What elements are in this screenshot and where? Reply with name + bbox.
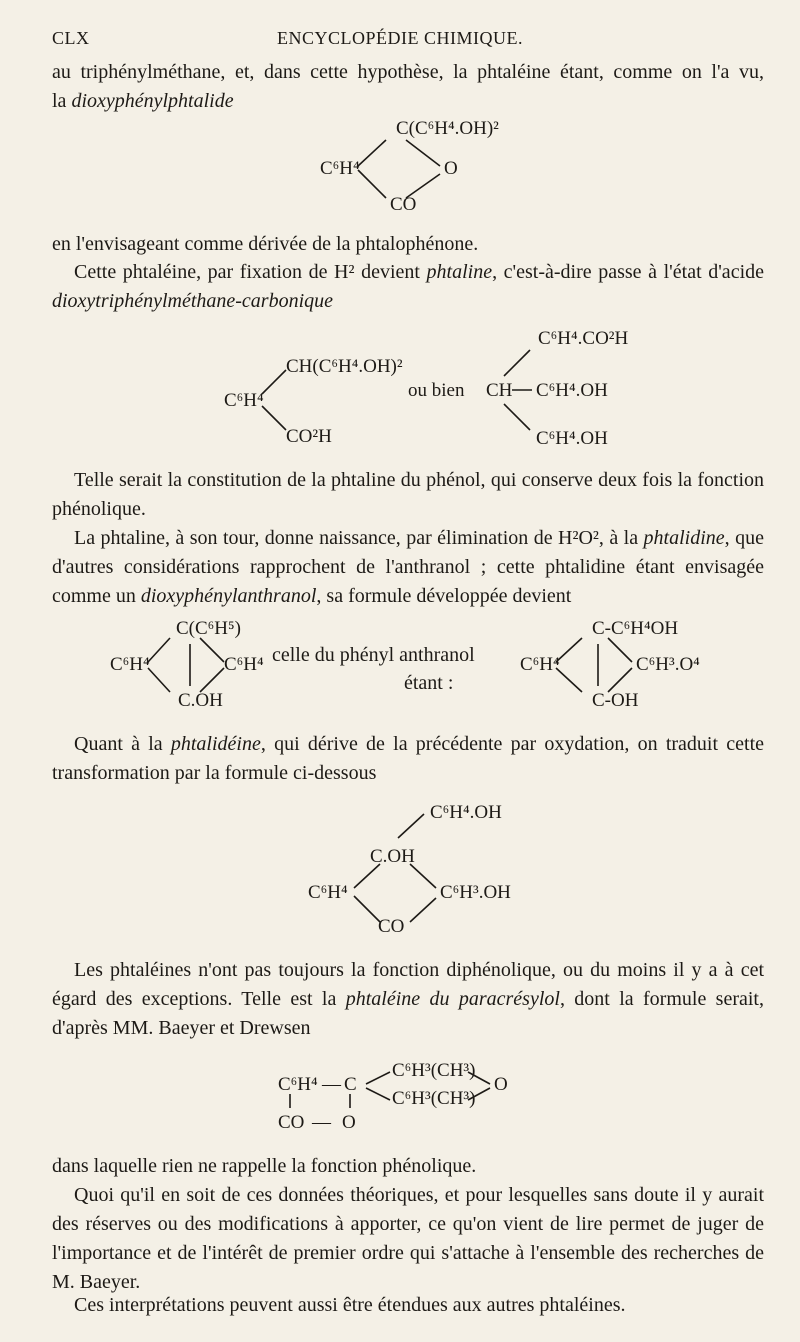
page-number: CLX (52, 28, 90, 48)
term-dioxytriphenylmethane-carbonique: dioxytriphénylméthane-carbonique (52, 290, 334, 312)
term-dioxyphenylanthranol: dioxyphénylanthranol (140, 585, 317, 607)
formula-4-left: C⁶H⁴ (308, 882, 348, 903)
paragraph-10: Ces interprétations peuvent aussi être étendues aux autres phtaléines. (74, 1294, 626, 1316)
formula-3-alt-right: C⁶H³.O⁴ (636, 654, 700, 675)
formula-phtaleine-paracresylol (278, 1060, 538, 1142)
formula-4-bottom: CO (378, 916, 405, 937)
formula-5-oxygen-right: O (494, 1074, 508, 1095)
formula-5-dash-2: — (312, 1112, 331, 1133)
formula-phtaline (222, 326, 642, 456)
formula-5-oxygen-bottom: O (342, 1112, 356, 1133)
formula-3-right: C⁶H⁴ (224, 654, 264, 675)
formula-dioxyphenylphtalide (290, 118, 550, 218)
formula-1-bottom: CO (390, 194, 417, 215)
paragraph-1-line-1: au triphénylméthane, et, dans cette hypothèse, la phtaléine étant, comme on l'a vu, (52, 61, 764, 83)
formula-3-alt-left: C⁶H⁴ (520, 654, 560, 675)
formula-3-top: C(C⁶H⁵) (176, 618, 241, 639)
paragraph-8: dans laquelle rien ne rappelle la fonction phénolique. (52, 1155, 477, 1177)
formula-3-left: C⁶H⁴ (110, 654, 150, 675)
formula-5-c6h4: C⁶H⁴ (278, 1074, 318, 1095)
formula-5-upper: C⁶H³(CH³) (392, 1060, 476, 1081)
formula-phtalideine (306, 800, 566, 944)
formula-1-right: O (444, 158, 458, 179)
formula-2-top: CH(C⁶H⁴.OH)² (286, 356, 403, 377)
term-dioxyphenylphtalide: dioxyphénylphtalide (71, 90, 234, 112)
formula-2-alt-middle-right: C⁶H⁴.OH (536, 380, 608, 401)
running-header (52, 28, 748, 52)
paragraph-5: La phtaline, à son tour, donne naissance, par élimination de H²O², à la phtalidine, que d'autres considérations rapprochent de l'anthranol ; cette phtalidine étant envisagée comme un dioxyphénylanthranol, sa formule développée devient (52, 527, 764, 607)
formula-4-middle: C.OH (370, 846, 415, 867)
term-phtalideine: phtalidéine (170, 733, 261, 755)
formula-2-connector: ou bien (408, 380, 465, 401)
paragraph-6: Quant à la phtalidéine, qui dérive de la précédente par oxydation, on traduit cette transformation par la formule ci-dessous (52, 733, 764, 784)
formula-3-bottom: C.OH (178, 690, 223, 711)
formula-4-top: C⁶H⁴.OH (430, 802, 502, 823)
term-phtaline: phtaline (426, 261, 493, 283)
formula-2-left: C⁶H⁴ (224, 390, 264, 411)
formula-5-dash-1: — (322, 1074, 341, 1095)
formula-5-co: CO (278, 1112, 305, 1133)
formula-2-alt-bottom: C⁶H⁴.OH (536, 428, 608, 449)
formula-1-top: C(C⁶H⁴.OH)² (396, 118, 499, 139)
formula-3-connector-line-2: étant : (404, 672, 454, 694)
formula-3-alt-top: C-C⁶H⁴OH (592, 618, 679, 639)
formula-3-alt-bottom: C-OH (592, 690, 639, 711)
formula-3-connector-line-1: celle du phényl anthranol (272, 644, 475, 666)
formula-2-alt-middle-left: CH (486, 380, 513, 401)
formula-1-left: C⁶H⁴ (320, 158, 360, 179)
formula-2-bottom: CO²H (286, 426, 332, 447)
running-title: ENCYCLOPÉDIE CHIMIQUE. (277, 28, 523, 48)
paragraph-9: Quoi qu'il en soit de ces données théoriques, et pour lesquelles sans doute il y aurait des réserves ou des modifications à apporter, ce qu'on vient de lire permet de juger de l'importance et de l'intérêt de premier ordre qui s'attache à l'ensemble des recherches de M. Baeyer. (52, 1184, 764, 1293)
paragraph-4: Telle serait la constitution de la phtaline du phénol, qui conserve deux fois la fonction phénolique. (52, 469, 764, 520)
paragraph-2: en l'envisageant comme dérivée de la phtalophénone. (52, 233, 479, 255)
formula-phtalidine (108, 616, 708, 720)
formula-5-lower: C⁶H³(CH³) (392, 1088, 476, 1109)
paragraph-3: Cette phtaléine, par fixation de H² devient phtaline, c'est-à-dire passe à l'état d'acide dioxytriphénylméthane-carbonique (52, 261, 764, 312)
formula-2-alt-top: C⁶H⁴.CO²H (538, 328, 629, 349)
term-phtaleine-du-paracresylol: phtaléine du paracrésylol (345, 988, 560, 1010)
formula-4-right: C⁶H³.OH (440, 882, 511, 903)
paragraph-1 (52, 58, 764, 116)
paragraph-7: Les phtaléines n'ont pas toujours la fonction diphénolique, ou du moins il y a à cet égard des exceptions. Telle est la phtaléine du paracrésylol, dont la formule serait, d'après MM. Baeyer et Drewsen (52, 959, 764, 1039)
formula-5-carbon: C (344, 1074, 357, 1095)
paragraph-1-line-2: la dioxyphénylphtalide (52, 90, 234, 112)
term-phtalidine: phtalidine (643, 527, 725, 549)
